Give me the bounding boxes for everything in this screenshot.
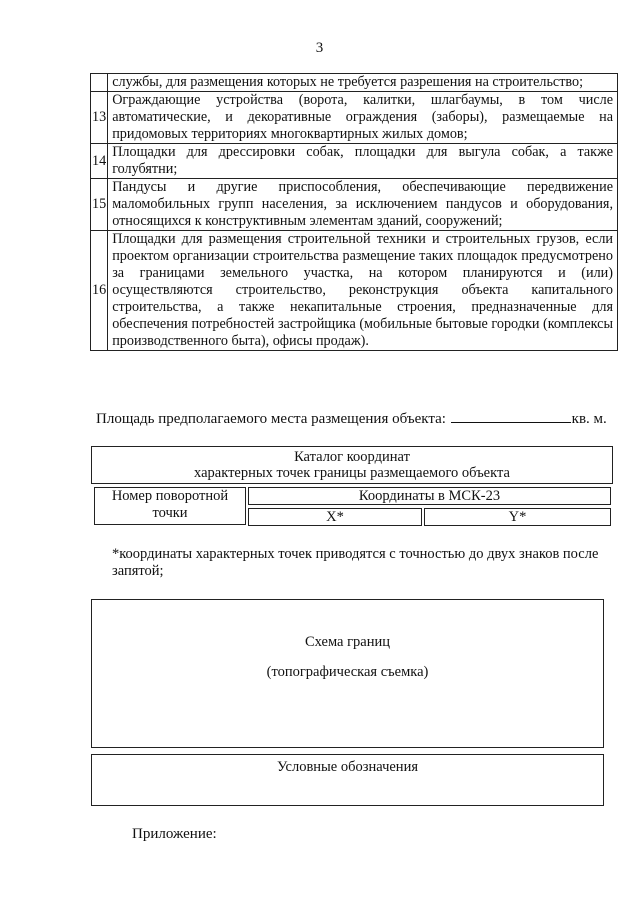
appendix-label: Приложение: bbox=[132, 826, 217, 842]
legend-box bbox=[91, 754, 604, 806]
legend-title: Условные обозначения bbox=[277, 759, 418, 775]
row-number: 13 bbox=[91, 92, 108, 144]
coordinates-footnote: *координаты характерных точек приводятся с точностью до двух знаков после запятой; bbox=[112, 546, 599, 579]
row-number: 14 bbox=[91, 144, 108, 179]
catalog-col-x: X* bbox=[248, 508, 422, 526]
row-number: 15 bbox=[91, 179, 108, 231]
row-text: службы, для размещения которых не требуется разрешения на строительство; bbox=[108, 74, 618, 92]
row-text: Ограждающие устройства (ворота, калитки, шлагбаумы, в том числе автоматические, и декоративные ограждения (заборы), размещаемые на придомовых территориях многоквартирных жилых домов; bbox=[108, 92, 618, 144]
area-line bbox=[96, 408, 616, 428]
scheme-subtitle: (топографическая съемка) bbox=[266, 664, 429, 680]
row-text: Площадки для дрессировки собак, площадки для выгула собак, а также голубятни; bbox=[108, 144, 618, 179]
page-number: 3 bbox=[315, 40, 324, 56]
scheme-title: Схема границ bbox=[304, 634, 391, 650]
row-number bbox=[91, 74, 108, 92]
coordinates-catalog bbox=[91, 446, 613, 530]
catalog-col-y: Y* bbox=[424, 508, 611, 526]
catalog-title bbox=[91, 446, 613, 484]
catalog-title-line-2: характерных точек границы размещаемого объекта bbox=[194, 465, 510, 481]
list-row bbox=[91, 231, 618, 351]
object-list-table bbox=[90, 73, 618, 351]
row-text: Площадки для размещения строительной техники и строительных грузов, если проектом организации строительства размещение таких площадок предусмотрено за границами земельного участка, на котором планируются и (или) осуществляются строительство, реконструкция объекта капитального строительства, а также некапитальные строения, предназначенные для обеспечения потребностей застройщика (мобильные бытовые городки (комплексы производственного быта), офисы продаж). bbox=[108, 231, 618, 351]
catalog-title-line-1: Каталог координат bbox=[294, 449, 410, 465]
catalog-col-number-label: Номер поворотной точки bbox=[111, 488, 229, 521]
list-row bbox=[91, 179, 618, 231]
area-unit: кв. м. bbox=[571, 411, 607, 427]
boundary-scheme-box bbox=[91, 599, 604, 748]
list-row bbox=[91, 74, 618, 92]
area-blank-field bbox=[451, 408, 571, 423]
row-number: 16 bbox=[91, 231, 108, 351]
list-row bbox=[91, 144, 618, 179]
area-label: Площадь предполагаемого места размещения объекта: bbox=[96, 411, 446, 427]
catalog-col-coords: Координаты в МСК-23 bbox=[248, 487, 611, 505]
row-text: Пандусы и другие приспособления, обеспечивающие передвижение маломобильных групп населения, за исключением пандусов и оборудования, относящихся к конструктивным элементам зданий, сооружений; bbox=[108, 179, 618, 231]
list-row bbox=[91, 92, 618, 144]
catalog-col-number bbox=[94, 487, 246, 525]
